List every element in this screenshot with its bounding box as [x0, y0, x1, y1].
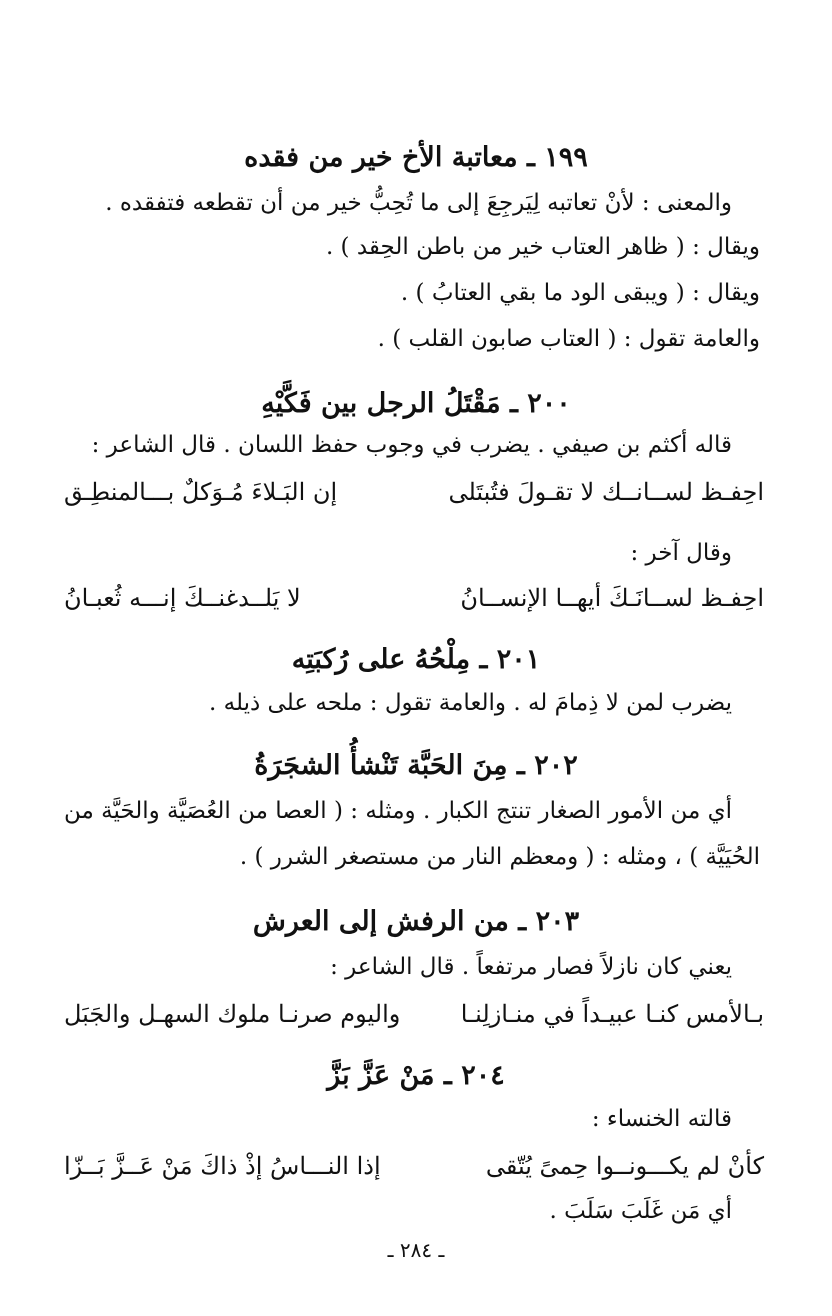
heading-201: ٢٠١ ـ مِلْحُهُ على رُكبَتِه [291, 644, 541, 675]
heading-199: ١٩٩ ـ معاتبة الأخ خير من فقده [244, 142, 588, 173]
text-202-line-1: أي من الأمور الصغار تنتج الكبار . ومثله : ( العصا من العُصَيَّة والحَيَّة من [63, 798, 732, 824]
verse-200-2 [64, 578, 764, 618]
text-203-intro: يعني كان نازلاً فصار مرتفعاً . قال الشاعر : [330, 954, 732, 980]
text-201: يضرب لمن لا ذِمامَ له . والعامة تقول : ملحه على ذيله . [209, 690, 732, 716]
text-200-intro: قاله أكثم بن صيفي . يضرب في وجوب حفظ اللسان . قال الشاعر : [91, 432, 732, 458]
verse-200-2-second: لا يَلــدغنــكَ إنـــه ثُعبـانُ [64, 584, 301, 612]
heading-204: ٢٠٤ ـ مَنْ عَزَّ بَزَّ [327, 1060, 505, 1091]
verse-203 [64, 994, 764, 1034]
text-202-line-2: الحُيَيَّة ) ، ومثله : ( ومعظم النار من مستصغر الشرر ) . [239, 844, 760, 870]
heading-200: ٢٠٠ ـ مَقْتَلُ الرجل بين فَكَّيْهِ [261, 388, 571, 419]
text-199-saying-1: ويقال : ( ظاهر العتاب خير من باطن الحِقد ) . [325, 234, 760, 260]
verse-204-first: كأنْ لم يكـــونــوا حِمىً يُتّقى [485, 1152, 764, 1180]
text-204-outro: أي مَن غَلَبَ سَلَبَ . [549, 1198, 732, 1224]
text-199-common: والعامة تقول : ( العتاب صابون القلب ) . [377, 326, 760, 352]
verse-204-second: إذا النـــاسُ إذْ ذاكَ مَنْ عَــزَّ بَــزّا [64, 1152, 381, 1180]
verse-203-first: بـالأمس كنـا عبيـداً في منـازلِنـا [460, 1000, 764, 1028]
text-199-meaning: والمعنى : لأنْ تعاتبه لِيَرجِعَ إلى ما تُحِبُّ خير من أن تقطعه فتفقده . [105, 190, 732, 216]
heading-203: ٢٠٣ ـ من الرفش إلى العرش [252, 906, 580, 937]
verse-200-1-second: إن البَـلاءَ مُـوَكلٌ بـــالمنطِـق [64, 478, 338, 506]
text-199-saying-2: ويقال : ( ويبقى الود ما بقي العتابُ ) . [400, 280, 760, 306]
verse-200-1-first: احِفـظ لســانــك لا تقـولَ فتُبتَلى [448, 478, 764, 506]
heading-202: ٢٠٢ ـ مِنَ الحَبَّة تَنْشأُ الشجَرَةُ [254, 750, 578, 781]
text-204-intro: قالته الخنساء : [591, 1106, 732, 1132]
verse-204 [64, 1146, 764, 1186]
verse-203-second: واليوم صرنـا ملوك السهـل والجَبَل [64, 1000, 401, 1028]
page-number: ـ ٢٨٤ ـ [387, 1238, 445, 1262]
text-200-intro-2: وقال آخر : [630, 540, 732, 566]
verse-200-1 [64, 472, 764, 512]
verse-200-2-first: احِفـظ لســانَـكَ أيهــا الإنســانُ [460, 584, 764, 612]
